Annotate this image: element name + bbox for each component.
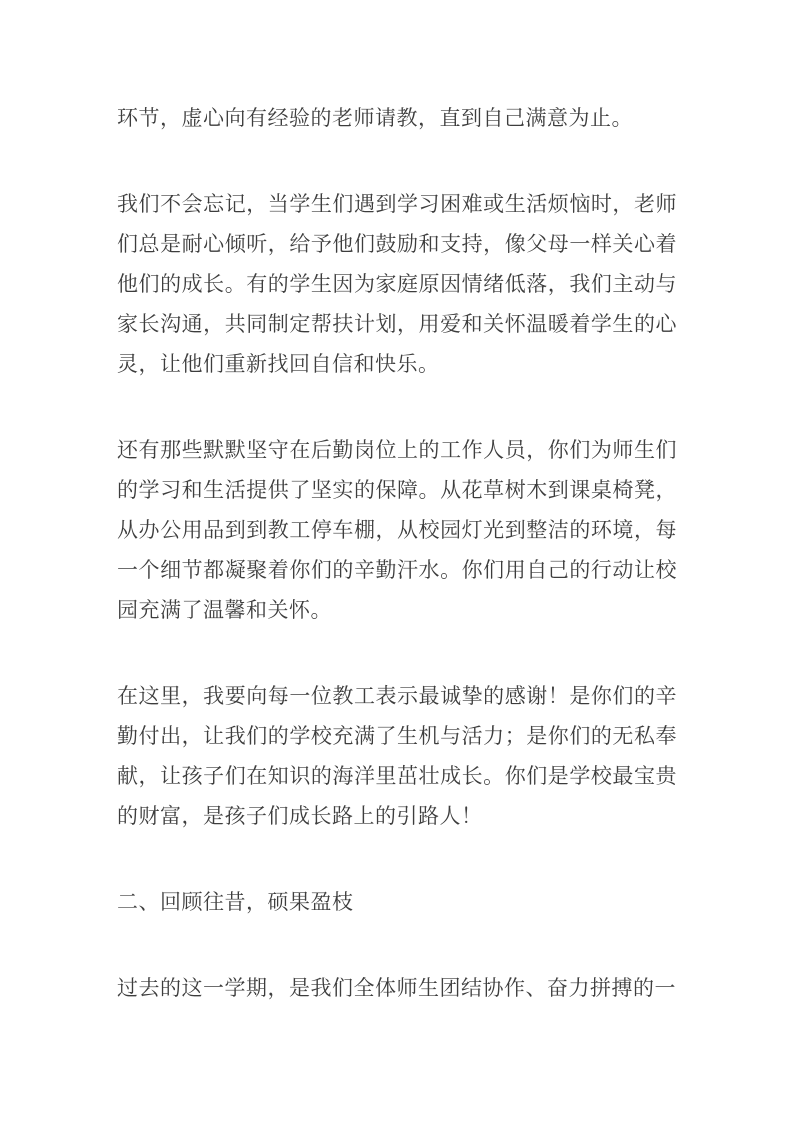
section-heading-review: 二、回顾往昔，硕果盈枝: [117, 890, 354, 914]
paragraph-continuation: 环节，虚心向有经验的老师请教，直到自己满意为止。: [117, 106, 633, 130]
paragraph-gratitude: 在这里，我要向每一位教工表示最诚挚的感谢！是你们的辛勤付出，让我们的学校充满了生机与活力；是你们的无私奉献，让孩子们在知识的海洋里茁壮成长。你们是学校最宝贵的财富，是孩子们成长路上的引路人！: [117, 684, 677, 828]
paragraph-teachers-care: 我们不会忘记，当学生们遇到学习困难或生活烦恼时，老师们总是耐心倾听，给予他们鼓励和支持，像父母一样关心着他们的成长。有的学生因为家庭原因情绪低落，我们主动与家长沟通，共同制定帮扶计划，用爱和关怀温暖着学生的心灵，让他们重新找回自信和快乐。: [117, 192, 677, 376]
paragraph-past-semester: 过去的这一学期，是我们全体师生团结协作、奋力拼搏的一: [117, 976, 676, 1000]
paragraph-logistics-staff: 还有那些默默坚守在后勤岗位上的工作人员，你们为师生们的学习和生活提供了坚实的保障。从花草树木到课桌椅凳，从办公用品到到教工停车棚，从校园灯光到整洁的环境，每一个细节都凝聚着你们的辛勤汗水。你们用自己的行动让校园充满了温馨和关怀。: [117, 438, 677, 622]
